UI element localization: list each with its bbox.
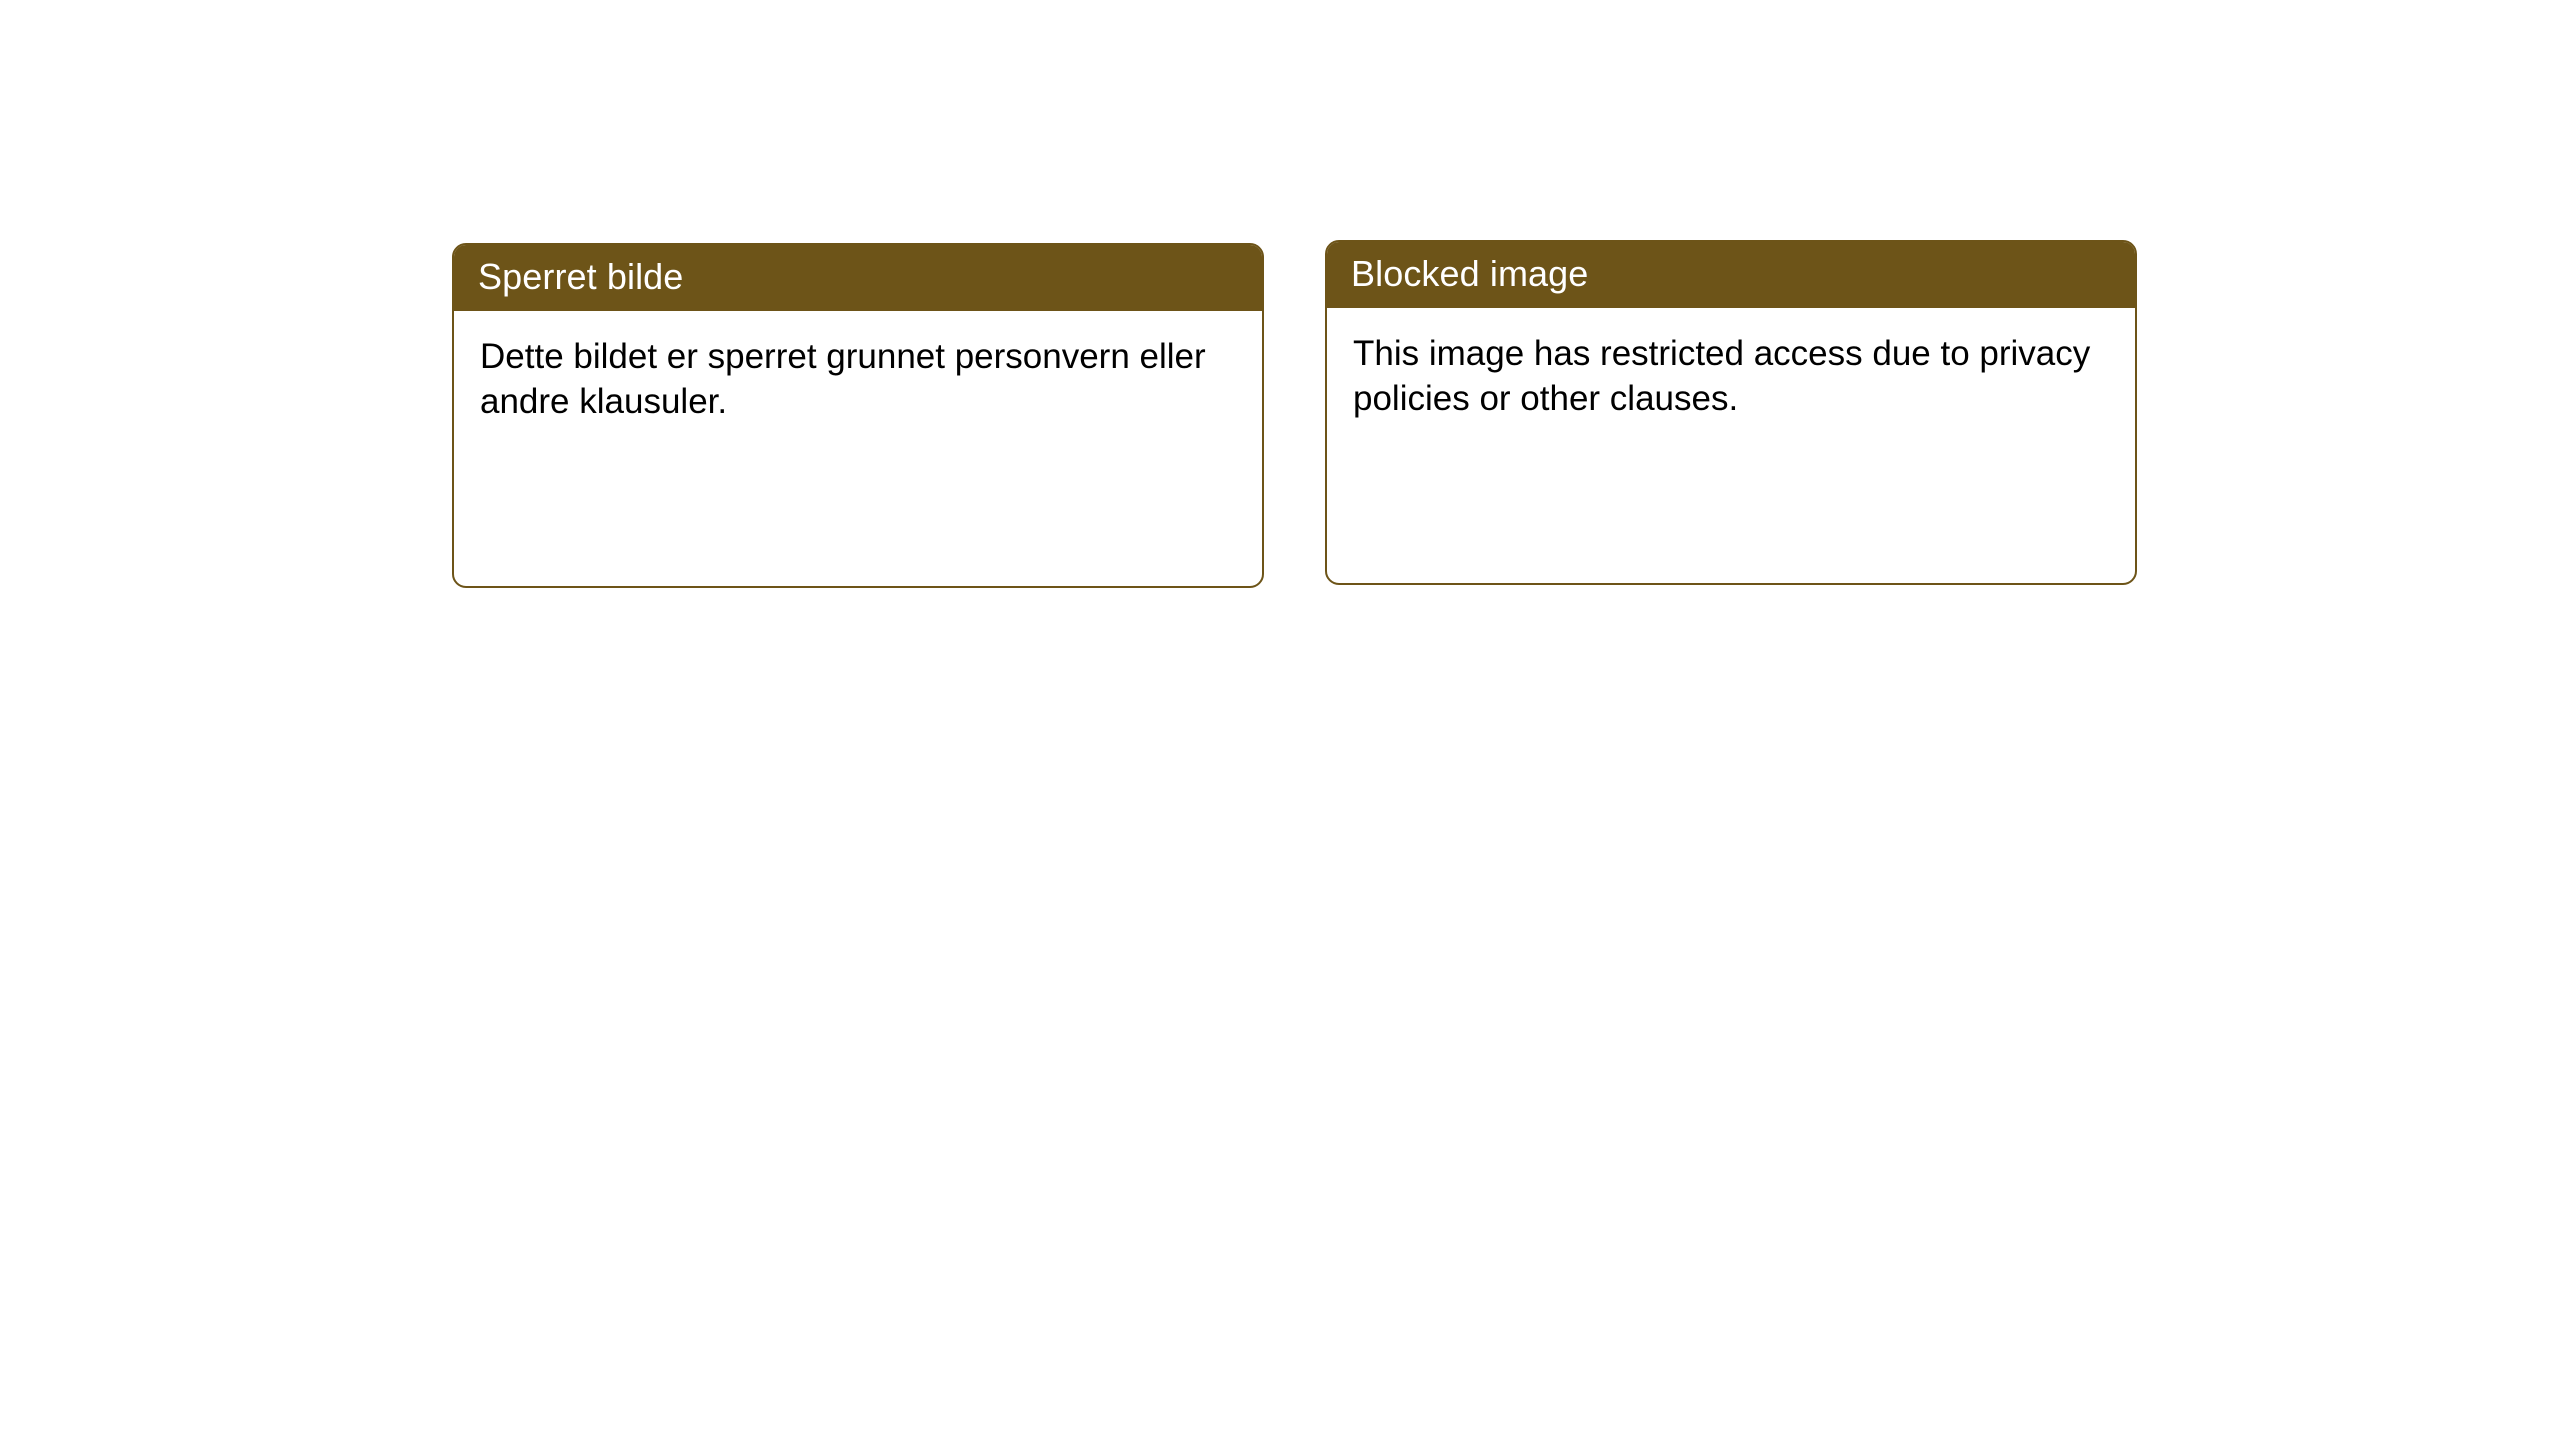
- card-message-en: This image has restricted access due to privacy policies or other clauses.: [1353, 334, 2091, 418]
- card-body-en: [1327, 308, 2135, 442]
- blocked-image-notice-card-en: [1325, 240, 2137, 585]
- blocked-image-notice-card-no: [452, 243, 1264, 588]
- card-title-en: Blocked image: [1327, 242, 2135, 308]
- card-body-no: [454, 311, 1262, 445]
- card-title-no: Sperret bilde: [454, 245, 1262, 311]
- card-message-no: Dette bildet er sperret grunnet personvern eller andre klausuler.: [480, 337, 1206, 421]
